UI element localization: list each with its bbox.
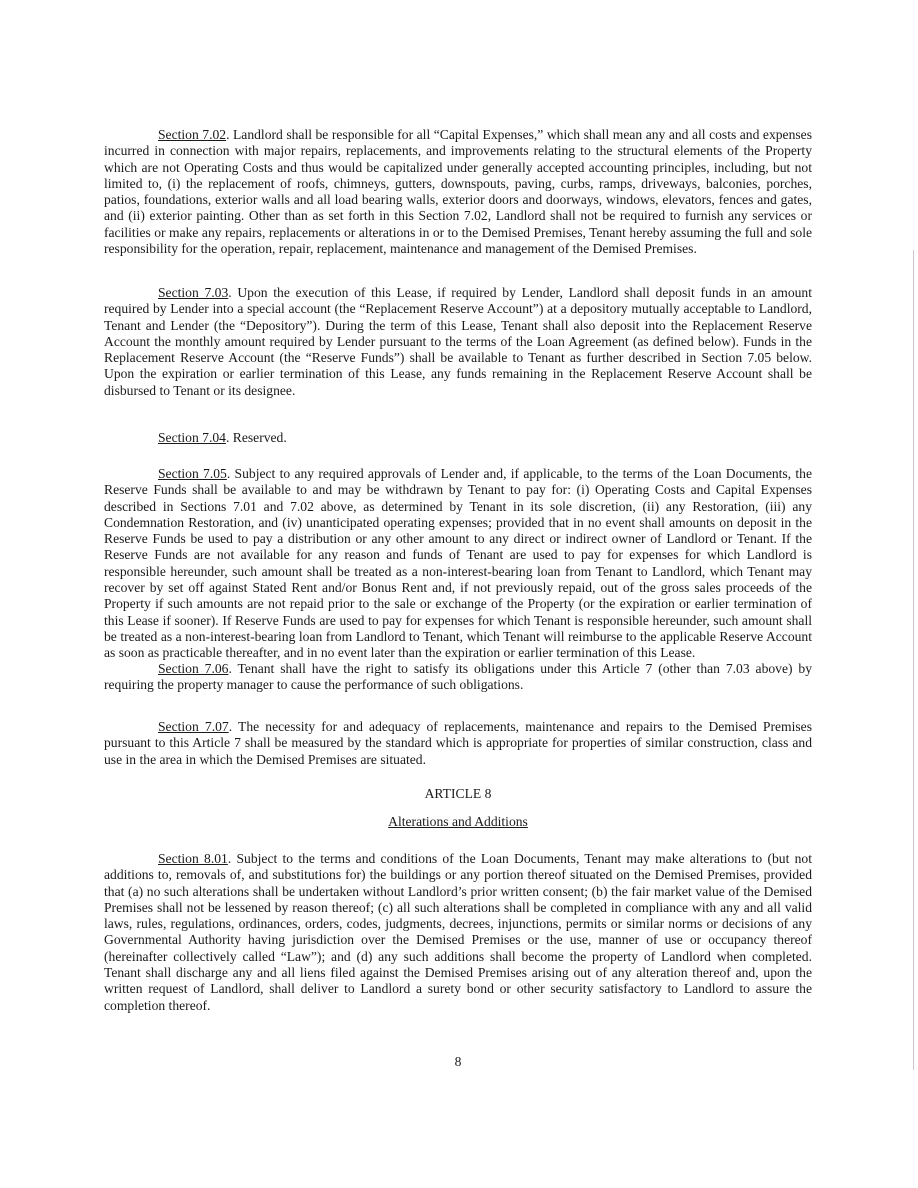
section-text: . Landlord shall be responsible for all “Capital Expenses,” which shall mean any and all costs and expenses incurred in connection with major repairs, replacements, and improvements relating to the structural elements of the Property which are not Operating Costs and thus would be capitalized under generally accepted accounting principles, including, but not limited to, (i) the replacement of roofs, chimneys, gutters, downspouts, paving, curbs, ramps, driveways, balconies, porches, patios, foundations, exterior walls and all load bearing walls, exterior doors and doorways, windows, elevators, fences and gates, and (ii) exterior painting. Other than as set forth in this Section 7.02, Landlord shall not be required to furnish any services or facilities or make any repairs, replacements or alterations in or to the Demised Premises, Tenant hereby assuming the full and sole responsibility for the operation, repair, replacement, maintenance and management of the Demised Premises.	[104, 127, 812, 257]
section-7-03	[104, 285, 812, 399]
section-label: Section 7.07	[158, 719, 229, 734]
section-7-02	[104, 127, 812, 257]
section-label: Section 7.05	[158, 466, 227, 481]
section-7-05	[104, 466, 812, 662]
section-text: . Tenant shall have the right to satisfy its obligations under this Article 7 (other than 7.03 above) by requiring the property manager to cause the performance of such obligations.	[104, 661, 813, 693]
scan-edge	[913, 250, 914, 1070]
section-label: Section 7.06	[158, 661, 229, 676]
section-8-01	[104, 851, 812, 1014]
article-title	[104, 814, 812, 830]
section-label: Section 8.01	[158, 851, 228, 866]
section-text: . Subject to any required approvals of Lender and, if applicable, to the terms of the Loan Documents, the Reserve Funds shall be available to and may be withdrawn by Tenant to pay for: (i) Operating Costs and Capital Expenses described in Sections 7.01 and 7.02 above, as determined by Tenant in its sole discretion, (ii) any Restoration, (iii) any Condemnation Restoration, and (iv) unanticipated operating expenses; provided that in no event shall amounts on deposit in the Reserve Funds be used to pay a distribution or any other amount to any direct or indirect owner of Landlord or Tenant. If the Reserve Funds are not available for any reason and funds of Tenant are used to pay for expenses for which Landlord is responsible hereunder, such amount shall be treated as a non-interest-bearing loan from Tenant to Landlord, which Tenant may recover by set off against Stated Rent and/or Bonus Rent and, if not previously repaid, out of the gross sales proceeds of the Property if such amounts are not repaid prior to the sale or exchange of the Property (or the expiration or earlier termination of this Lease if sooner). If Reserve Funds are used to pay for expenses for which Tenant is responsible hereunder, such amount shall be treated as a non-interest-bearing loan from Landlord to Tenant, which Tenant will reimburse to the applicable Reserve Account as soon as practicable thereafter, and in no event later than the expiration or earlier termination of this Lease.	[104, 466, 813, 661]
section-text: . The necessity for and adequacy of replacements, maintenance and repairs to the Demised Premises pursuant to this Article 7 shall be measured by the standard which is appropriate for properties of similar construction, class and use in the area in which the Demised Premises are situated.	[104, 719, 812, 767]
article-number: ARTICLE 8	[424, 786, 492, 801]
article-title-text: Alterations and Additions	[388, 814, 528, 829]
page-number: 8	[454, 1054, 462, 1069]
section-label: Section 7.04	[158, 430, 226, 445]
section-7-07	[104, 719, 812, 768]
section-label: Section 7.03	[158, 285, 229, 300]
section-7-04	[104, 430, 812, 446]
section-label: Section 7.02	[158, 127, 227, 142]
section-text: . Reserved.	[225, 430, 287, 445]
section-text: . Upon the execution of this Lease, if required by Lender, Landlord shall deposit funds in an amount required by Lender into a special account (the “Replacement Reserve Account”) at a depository mutually acceptable to Landlord, Tenant and Lender (the “Depository”). During the term of this Lease, Tenant shall also deposit into the Replacement Reserve Account the monthly amount required by Lender pursuant to the terms of the Loan Agreement (as defined below). Funds in the Replacement Reserve Account (the “Reserve Funds”) shall be available to Tenant as further described in Section 7.05 below. Upon the expiration or earlier termination of this Lease, any funds remaining in the Replacement Reserve Account shall be disbursed to Tenant or its designee.	[104, 285, 812, 398]
section-7-06	[104, 661, 812, 694]
section-text: . Subject to the terms and conditions of the Loan Documents, Tenant may make alterations to (but not additions to, removals of, and substitutions for) the buildings or any portion thereof situated on the Demised Premises, provided that (a) no such alterations shall be undertaken without Landlord’s prior written consent; (b) the fair market value of the Demised Premises shall not be lessened by reason thereof; (c) all such alterations shall be completed in compliance with any and all valid laws, rules, regulations, ordinances, orders, codes, judgments, decrees, injunctions, permits or similar norms or decisions of any Governmental Authority having jurisdiction over the Demised Premises or the use, manner of use or occupancy thereof (hereinafter collectively called “Law”); and (d) any such additions shall become the property of Landlord when completed. Tenant shall discharge any and all liens filed against the Demised Premises arising out of any alteration thereof and, upon the written request of Landlord, shall deliver to Landlord a surety bond or other security satisfactory to Landlord to assure the completion thereof.	[104, 851, 812, 1013]
